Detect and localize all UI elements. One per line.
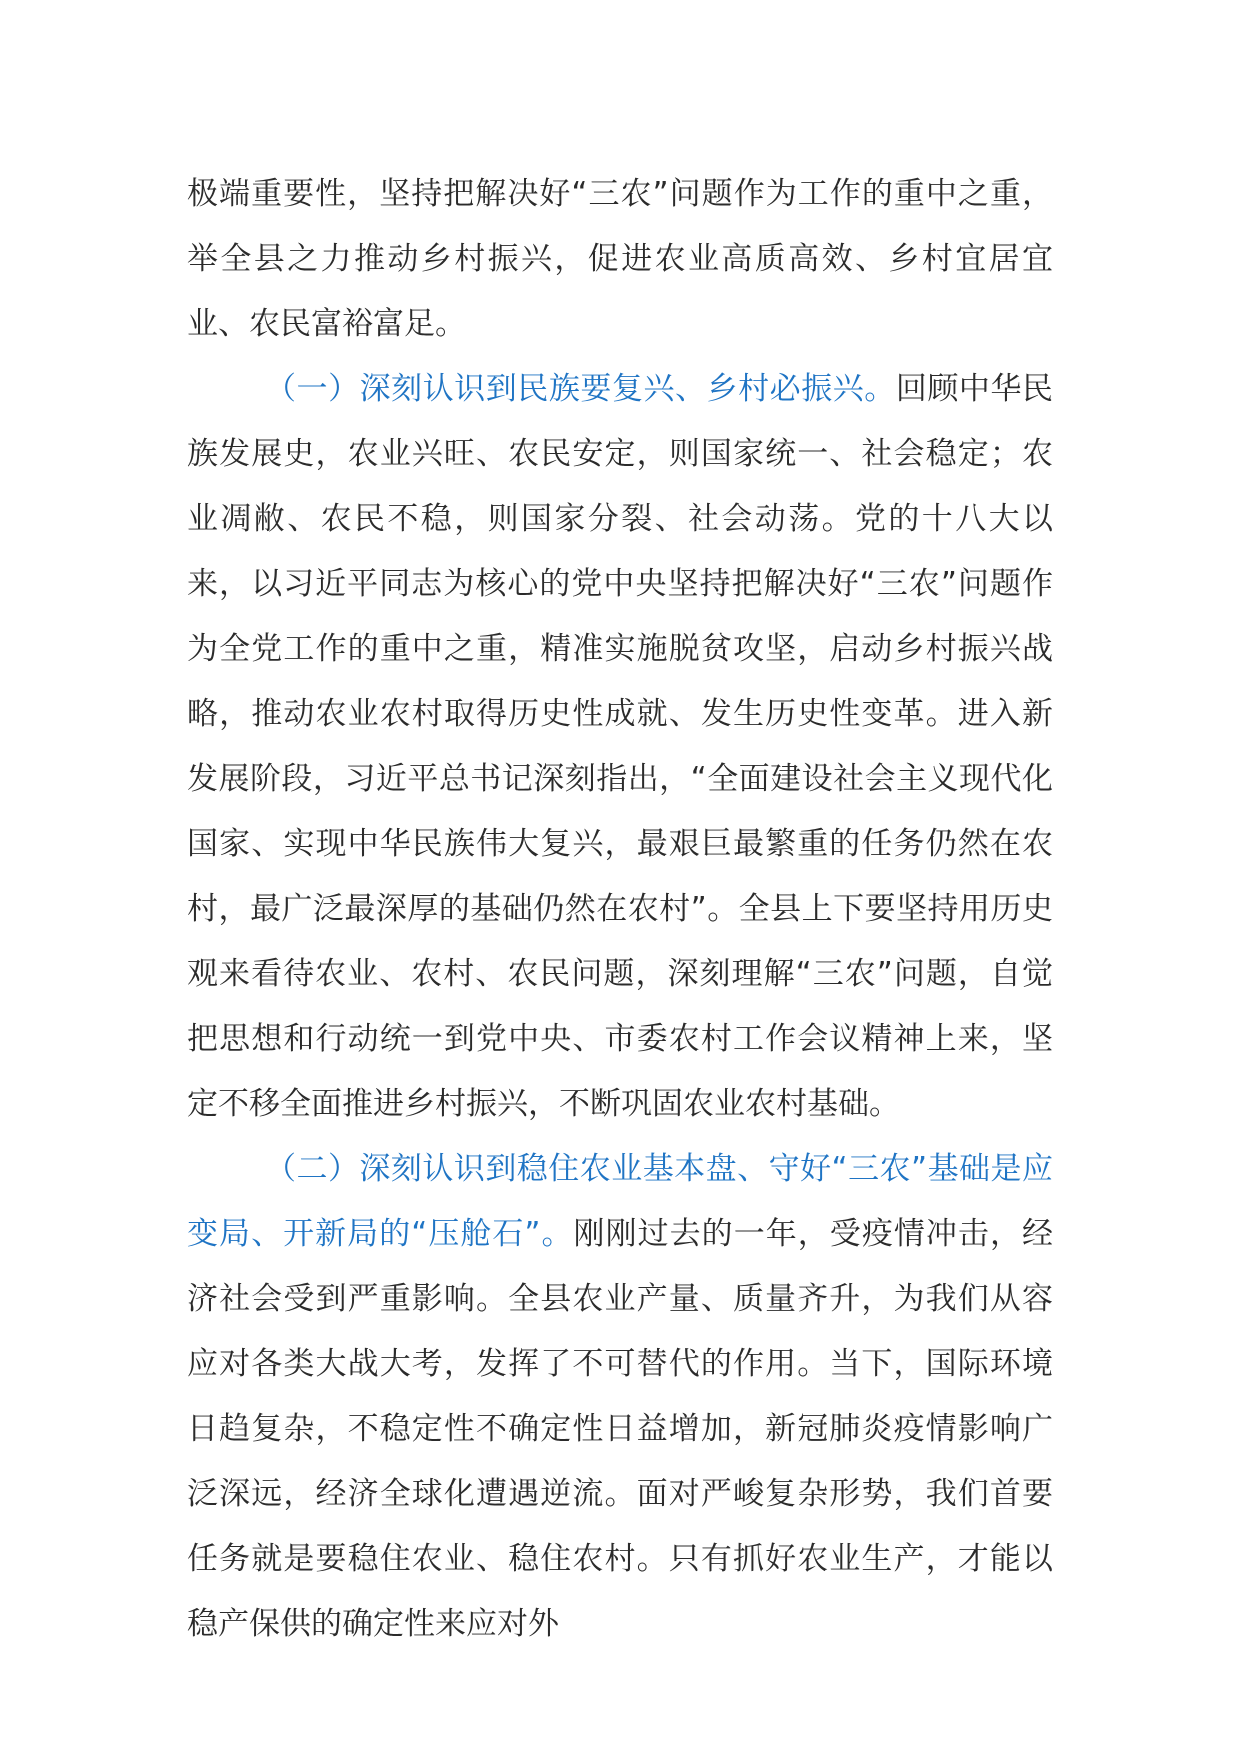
paragraph-continuation — [187, 162, 1053, 357]
section-heading-two: （二）深刻认识到稳住农业基本盘、守好“三农”基础是应变局、开新局的“压舱石”。 — [187, 1151, 1053, 1252]
paragraph-body-text: 刚刚过去的一年，受疫情冲击，经济社会受到严重影响。全县农业产量、质量齐升，为我们从容应对各类大战大考，发挥了不可替代的作用。当下，国际环境日趋复杂，不稳定性不确定性日益增加，新冠肺炎疫情影响广泛深远，经济全球化遭遇逆流。面对严峻复杂形势，我们首要任务就是要稳住农业、稳住农村。只有抓好农业生产，才能以稳产保供的确定性来应对外 — [187, 1216, 1053, 1642]
paragraph-body-text: 回顾中华民族发展史，农业兴旺、农民安定，则国家统一、社会稳定；农业凋敝、农民不稳，则国家分裂、社会动荡。党的十八大以来，以习近平同志为核心的党中央坚持把解决好“三农”问题作为全党工作的重中之重，精准实施脱贫攻坚，启动乡村振兴战略，推动农业农村取得历史性成就、发生历史性变革。进入新发展阶段，习近平总书记深刻指出，“全面建设社会主义现代化国家、实现中华民族伟大复兴，最艰巨最繁重的任务仍然在农村，最广泛最深厚的基础仍然在农村”。全县上下要坚持用历史观来看待农业、农村、农民问题，深刻理解“三农”问题，自觉把思想和行动统一到党中央、市委农村工作会议精神上来，坚定不移全面推进乡村振兴，不断巩固农业农村基础。 — [187, 371, 1054, 1122]
section-heading-one: （一）深刻认识到民族要复兴、乡村必振兴。 — [265, 371, 896, 407]
document-body — [187, 162, 1053, 1657]
paragraph-section-two — [187, 1137, 1053, 1657]
paragraph-section-one — [187, 357, 1053, 1137]
paragraph-body-text: 极端重要性，坚持把解决好“三农”问题作为工作的重中之重，举全县之力推动乡村振兴，促进农业高质高效、乡村宜居宜业、农民富裕富足。 — [187, 176, 1053, 342]
